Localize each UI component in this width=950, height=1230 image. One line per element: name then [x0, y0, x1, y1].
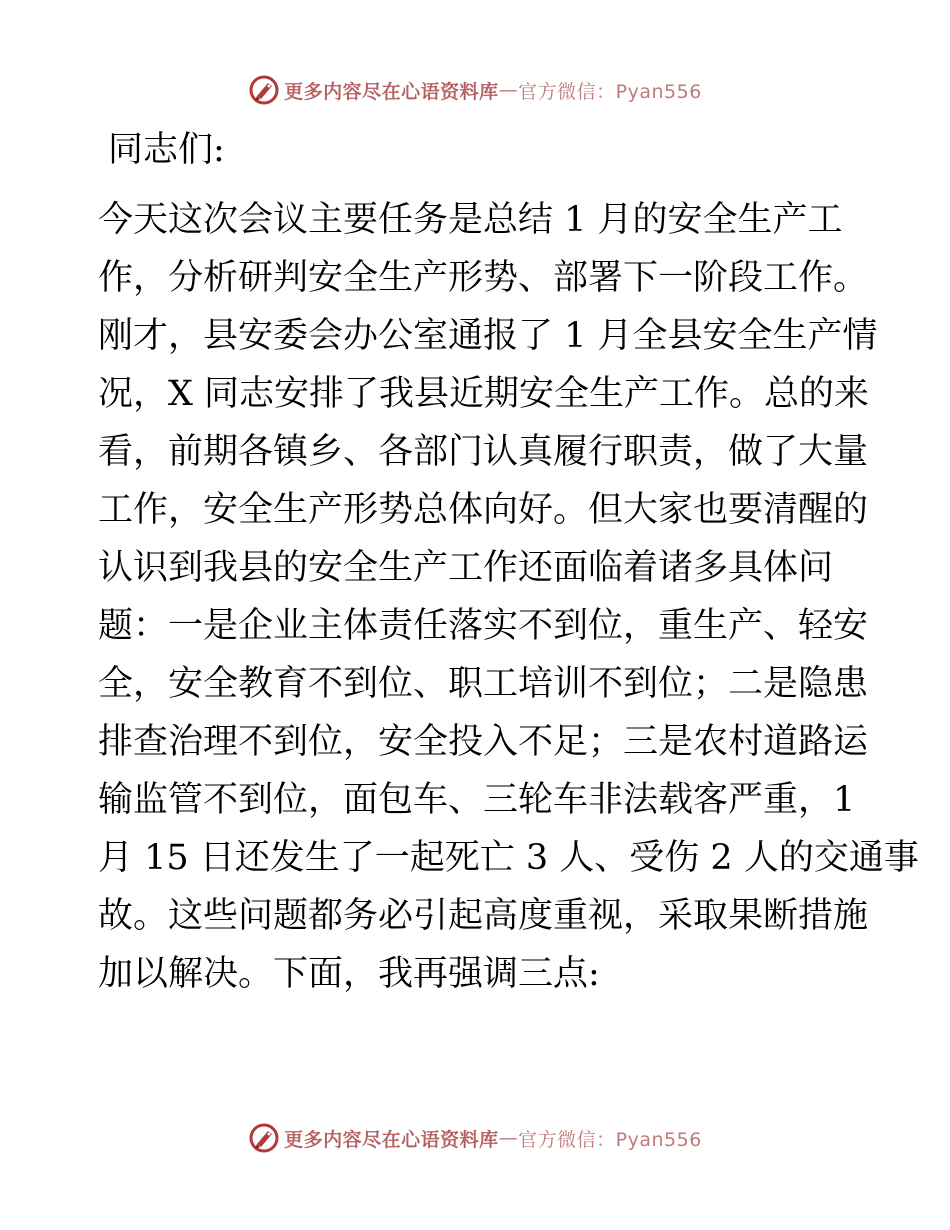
paragraph-line: 作，分析研判安全生产形势、部署下一阶段工作。 — [98, 258, 869, 298]
watermark-wechat: 官方微信：Pyan556 — [518, 1128, 702, 1151]
header-watermark — [0, 72, 950, 108]
watermark-wechat: 官方微信：Pyan556 — [518, 80, 702, 103]
salutation: 同志们: — [108, 130, 225, 170]
watermark-brand: 更多内容尽在心语资料库 — [284, 80, 499, 103]
pen-nib-logo-icon — [248, 74, 280, 106]
watermark-brand: 更多内容尽在心语资料库 — [284, 1128, 499, 1151]
paragraph-line: 题：一是企业主体责任落实不到位，重生产、轻安 — [98, 606, 869, 646]
paragraph-line: 全，安全教育不到位、职工培训不到位；二是隐患 — [98, 664, 869, 704]
paragraph-line: 月 15 日还发生了一起死亡 3 人、受伤 2 人的交通事 — [98, 838, 919, 878]
paragraph-line: 工作，安全生产形势总体向好。但大家也要清醒的 — [98, 490, 869, 530]
paragraph-line: 刚才，县安委会办公室通报了 1 月全县安全生产情 — [98, 316, 878, 356]
paragraph-line: 认识到我县的安全生产工作还面临着诸多具体问 — [98, 548, 834, 588]
watermark-separator: — — [498, 79, 519, 101]
paragraph-line: 看，前期各镇乡、各部门认真履行职责，做了大量 — [98, 432, 869, 472]
paragraph-line: 今天这次会议主要任务是总结 1 月的安全生产工 — [98, 200, 843, 240]
paragraph-line: 输监管不到位，面包车、三轮车非法载客严重，1 — [98, 780, 856, 820]
pen-nib-logo-icon — [248, 1122, 280, 1154]
footer-watermark — [0, 1120, 950, 1156]
paragraph-line: 加以解决。下面，我再强调三点: — [98, 954, 600, 994]
paragraph-line: 排查治理不到位，安全投入不足；三是农村道路运 — [98, 722, 869, 762]
paragraph-line: 故。这些问题都务必引起高度重视，采取果断措施 — [98, 896, 869, 936]
paragraph-line: 况，X 同志安排了我县近期安全生产工作。总的来 — [98, 374, 870, 414]
watermark-separator: — — [498, 1127, 519, 1149]
